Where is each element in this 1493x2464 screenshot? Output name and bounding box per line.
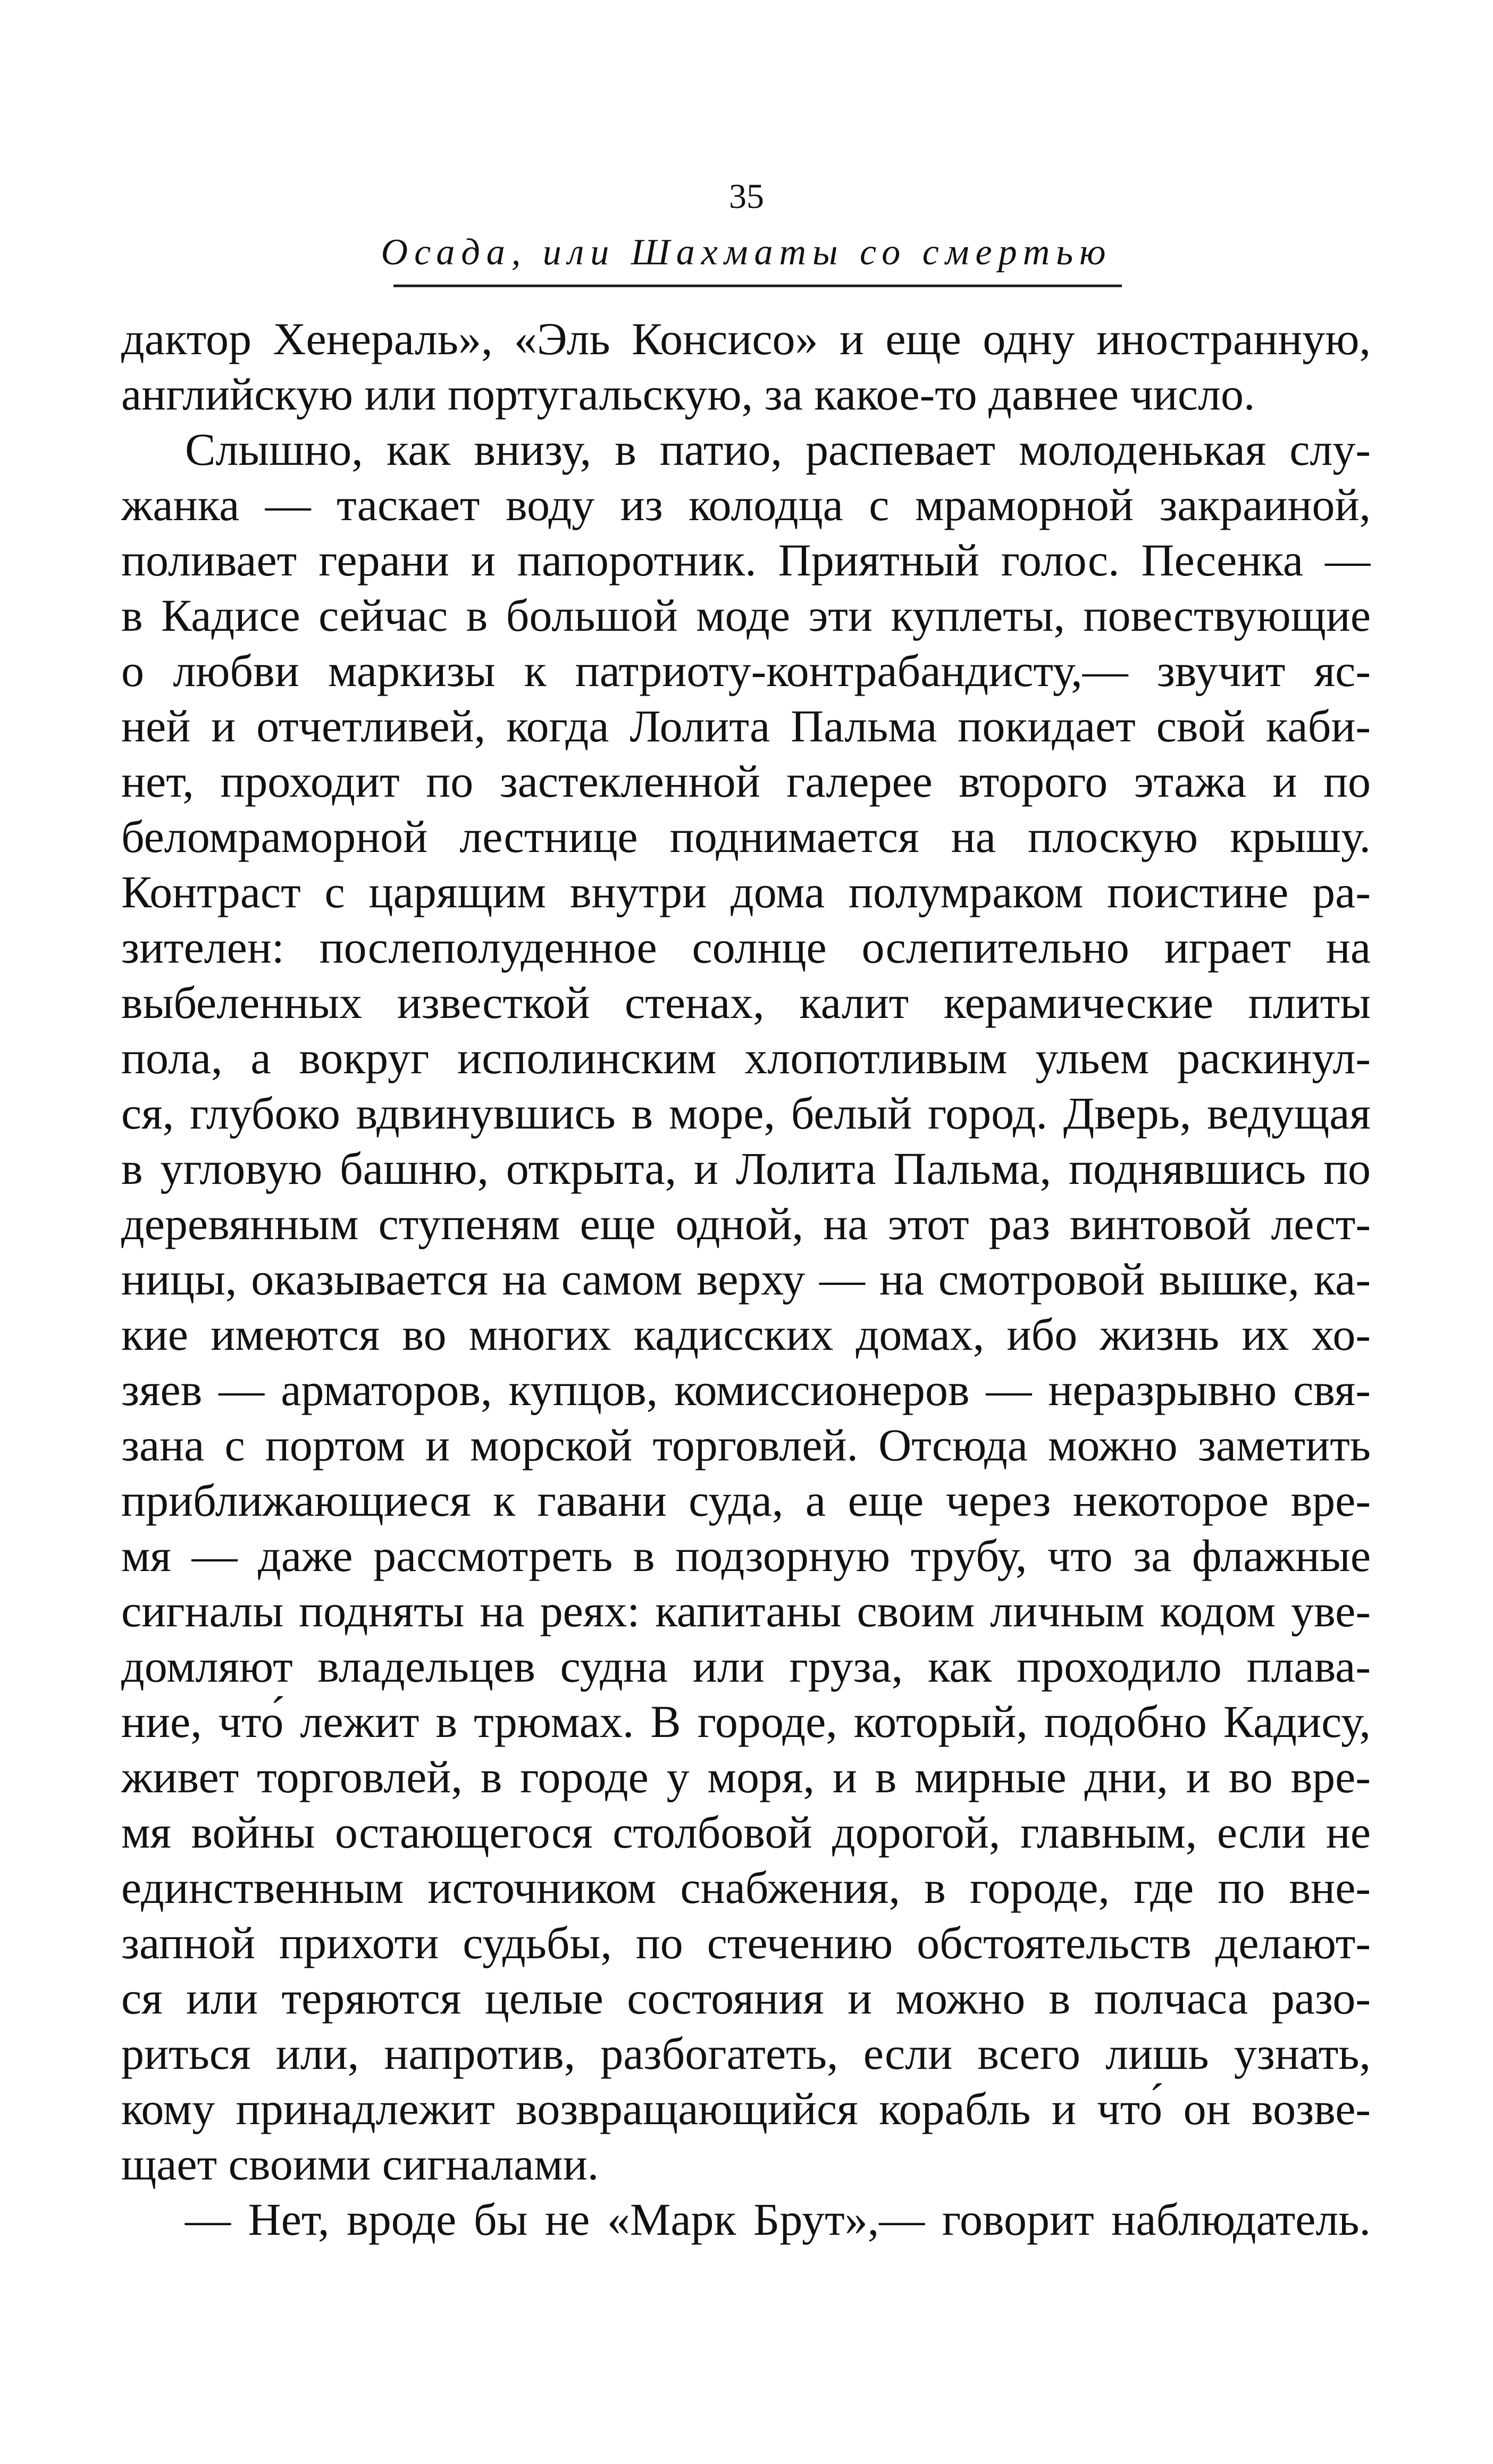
text-line: ние, что́ лежит в трюмах. В городе, который, подобно Кадису, — [121, 1696, 1371, 1747]
text-line: дактор Хенераль», «Эль Консисо» и еще одну иностранную, — [121, 313, 1371, 364]
text-line: деревянным ступеням еще одной, на этот раз винтовой лест- — [121, 1198, 1371, 1249]
text-line: зителен: послеполуденное солнце ослепительно играет на — [121, 922, 1371, 973]
text-line: — Нет, вроде бы не «Марк Брут»,— говорит наблюдатель. — [185, 2194, 1371, 2245]
text-line: выбеленных известкой стенах, калит керамические плиты — [121, 977, 1371, 1028]
text-line: сигналы подняты на реях: капитаны своим личным кодом уве- — [121, 1585, 1371, 1636]
running-title: Осада, или Шахматы со смертью — [381, 232, 1112, 273]
text-line: запной прихоти судьбы, по стечению обстоятельств делают- — [121, 1917, 1371, 1968]
text-line: жанка — таскает воду из колодца с мраморной закраиной, — [121, 479, 1371, 530]
text-line: мя войны остающегося столбовой дорогой, главным, если не — [121, 1807, 1371, 1858]
text-line: ней и отчетливей, когда Лолита Пальма покидает свой каби- — [121, 700, 1371, 751]
text-line: ся, глубоко вдвинувшись в море, белый город. Дверь, ведущая — [121, 1088, 1371, 1139]
text-line: кому принадлежит возвращающийся корабль и что́ он возве- — [121, 2083, 1371, 2134]
text-line: живет торговлей, в городе у моря, и в мирные дни, и во вре- — [121, 1751, 1371, 1802]
text-line: мя — даже рассмотреть в подзорную трубу, что за флажные — [121, 1530, 1371, 1581]
text-line: риться или, напротив, разбогатеть, если всего лишь узнать, — [121, 2028, 1371, 2079]
text-line: в Кадисе сейчас в большой моде эти куплеты, повествующие — [121, 590, 1371, 641]
text-line: ся или теряются целые состояния и можно в полчаса разо- — [121, 1973, 1371, 2024]
body-text — [121, 311, 1371, 2247]
text-line: английскую или португальскую, за какое-то давнее число. — [121, 369, 1255, 420]
text-line: Контраст с царящим внутри дома полумраком поистине ра- — [121, 866, 1371, 917]
text-line: ницы, оказывается на самом верху — на смотровой вышке, ка- — [121, 1254, 1371, 1305]
text-line: беломраморной лестнице поднимается на плоскую крышу. — [121, 811, 1371, 862]
text-line: домляют владельцев судна или груза, как проходило плава- — [121, 1641, 1371, 1692]
text-line: в угловую башню, открыта, и Лолита Пальма, поднявшись по — [121, 1143, 1371, 1194]
text-line: щает своими сигналами. — [121, 2139, 599, 2190]
text-line: единственным источником снабжения, в городе, где по вне- — [121, 1862, 1371, 1913]
text-line: зяев — арматоров, купцов, комиссионеров — неразрывно свя- — [121, 1364, 1371, 1415]
text-line: нет, проходит по застекленной галерее второго этажа и по — [121, 756, 1371, 807]
text-line: кие имеются во многих кадисских домах, ибо жизнь их хо- — [121, 1309, 1371, 1360]
text-line: приближающиеся к гавани суда, а еще через некоторое вре- — [121, 1475, 1371, 1526]
header-rule — [393, 285, 1122, 287]
page-number: 35 — [729, 177, 764, 216]
text-line: зана с портом и морской торговлей. Отсюда можно заметить — [121, 1419, 1371, 1471]
text-line: Слышно, как внизу, в патио, распевает молоденькая слу- — [185, 424, 1371, 475]
text-line: пола, а вокруг исполинским хлопотливым ульем раскинул- — [121, 1032, 1371, 1083]
text-line: поливает герани и папоротник. Приятный голос. Песенка — — [121, 534, 1371, 586]
text-line: о любви маркизы к патриоту-контрабандисту,— звучит яс- — [121, 645, 1371, 696]
